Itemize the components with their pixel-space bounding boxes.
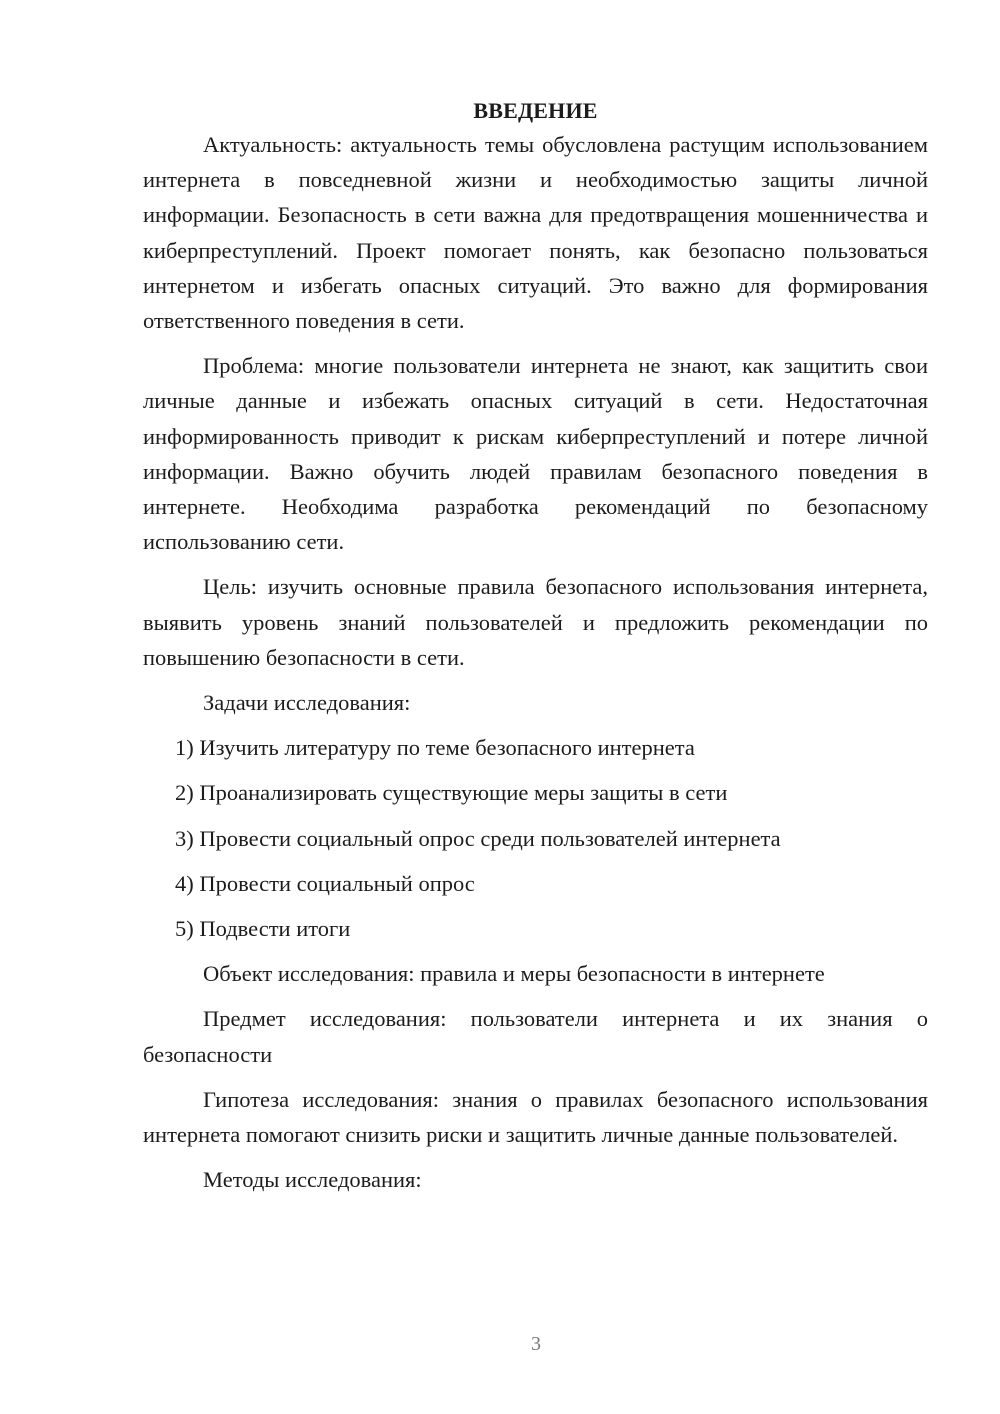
relevance-paragraph: Актуальность: актуальность темы обусловлена растущим использованием интернета в повседневной жизни и необходимостью защиты личной информации. Безопасность в сети важна для предотвращения мошенничества и киберпреступлений. Проект помогает понять, как безопасно пользоваться интернетом и избегать опасных ситуаций. Это важно для формирования ответственного поведения в сети. bbox=[143, 132, 928, 334]
subject-paragraph: Предмет исследования: пользователи интернета и их знания о безопасности bbox=[143, 1006, 928, 1067]
problem-paragraph: Проблема: многие пользователи интернета не знают, как защитить свои личные данные и избежать опасных ситуаций в сети. Недостаточная информированность приводит к рискам киберпреступлений и потере личной информации. Важно обучить людей правилам безопасного поведения в интернете. Необходима разработка рекомендаций по безопасному использованию сети. bbox=[143, 353, 928, 555]
task-item: 2) Проанализировать существующие меры защиты в сети bbox=[175, 780, 728, 806]
tasks-list bbox=[143, 730, 928, 946]
page-number: 3 bbox=[531, 1333, 541, 1355]
object-paragraph: Объект исследования: правила и меры безопасности в интернете bbox=[203, 961, 825, 987]
task-item: 3) Провести социальный опрос среди пользователей интернета bbox=[175, 825, 781, 851]
tasks-heading: Задачи исследования: bbox=[203, 690, 411, 716]
document-page bbox=[143, 94, 928, 1207]
hypothesis-paragraph: Гипотеза исследования: знания о правилах безопасного использования интернета помогают снизить риски и защитить личные данные пользователей. bbox=[143, 1086, 928, 1148]
section-title: ВВЕДЕНИЕ bbox=[473, 98, 598, 123]
task-item: 4) Провести социальный опрос bbox=[175, 870, 475, 896]
task-item: 5) Подвести итоги bbox=[175, 916, 351, 942]
task-item: 1) Изучить литературу по теме безопасного интернета bbox=[175, 735, 695, 761]
goal-paragraph: Цель: изучить основные правила безопасного использования интернета, выявить уровень знаний пользователей и предложить рекомендации по повышению безопасности в сети. bbox=[143, 574, 928, 670]
methods-heading: Методы исследования: bbox=[203, 1167, 422, 1193]
